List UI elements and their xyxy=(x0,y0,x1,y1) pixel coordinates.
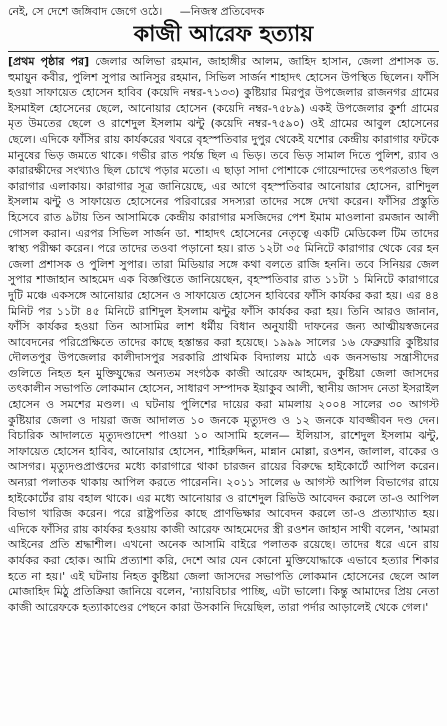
article-text: জেলার অলিভা রহমান, জাহাঙ্গীর আলম, জাহিদ হাসান, জেলা প্রশাসক ড. হুমায়ুন কবীর, পুলিশ সুপার আনিসুর রহমান, সিভিল সার্জন শাহাদৎ হোসেন উপস্থিত ছিলেন। ফাঁসি হওয়া সাফায়েত হোসেন হাবিব (কয়েদি নম্বর-৭১৩৩) কুষ্টিয়ার মিরপুর উপজেলার রাজনগর গ্রামের ইসমাইল হোসেনের ছেলে, আনোয়ার হোসেন (কয়েদি নম্বর-৭৫৮৯) একই উপজেলার কুর্শা গ্রামের মৃত উমতের ছেলে ও রাশেদুল ইসলাম ঝন্টু (কয়েদি নম্বর-৭৫৯০) ওই গ্রামের আবুল হোসেনের ছেলে। এদিকে ফাঁসির রায় কার্যকরের খবরে বৃহস্পতিবার দুপুর থেকেই যশোর কেন্দ্রীয় কারাগার ফটকে মানুষের ভিড় জমতে থাকে। গভীর রাত পর্যন্ত ছিল এ ভিড়। তবে ভিড় সামাল দিতে পুলিশ, র‌্যাব ও কারারক্ষীদের সংখ্যাও ছিল চোখে পড়ার মতো। এ ছাড়া সাদা পোশাকে গোয়েন্দাদের তৎপরতাও ছিল কারাগার এলাকায়। কারাগার সূত্র জানিয়েছে, এর আগে বৃহস্পতিবার আনোয়ার হোসেন, রাশিদুল ইসলাম ঝন্টু ও সাফায়েত হোসেনের পরিবারের সদস্যরা তাদের সঙ্গে দেখা করেন। ফাঁসির প্রস্তুতি হিসেবে রাত ৯টায় তিন আসামিকে কেন্দ্রীয় কারাগার মসজিদের পেশ ইমাম মাওলানা রমজান আলী গোসল করান। এরপর সিভিল সার্জন ডা. শাহাদৎ হোসেনের নেতৃত্বে একটি মেডিকেল টিম তাদের স্বাস্থ্য পরীক্ষা করেন। পরে তাদের তওবা পড়ানো হয়। রাত ১২টা ৩৫ মিনিটে কারাগার থেকে বের হন জেলা প্রশাসক ও পুলিশ সুপার। তারা মিডিয়ার সঙ্গে কথা বলতে রাজি হননি। তবে সিনিয়র জেল সুপার শাজাহান আহমেদ এক বিজ্ঞপ্তিতে জানিয়েছেন, বৃহস্পতিবার রাত ১১টা ১ মিনিটে কারাগারে দুটি মঞ্চে একসঙ্গে আনোয়ার হোসেন ও সাফায়েত হোসেন হাবিবের ফাঁসি কার্যকর করা হয়। এর ৪৪ মিনিট পর ১১টা ৪৫ মিনিটে রাশিদুল ইসলাম ঝন্টুর ফাঁসি কার্যকর করা হয়। তিনি আরও জানান, ফাঁসি কার্যকর হওয়া তিন আসামির লাশ ধর্মীয় বিধান অনুযায়ী দাফনের জন্য আত্মীয়স্বজনের আবেদনের পরিপ্রেক্ষিতে তাদের কাছে হস্তান্তর করা হয়েছে। ১৯৯৯ সালের ১৬ ফেব্রুয়ারি কুষ্টিয়ার দৌলতপুর উপজেলার কালীদাসপুর সরকারি প্রাথমিক বিদ্যালয় মাঠে এক জনসভায় সন্ত্রাসীদের গুলিতে নিহত হন মুক্তিযুদ্ধের অন্যতম সংগঠক কাজী আরেফ আহমেদ, কুষ্টিয়া জেলা জাসদের তৎকালীন সভাপতি লোকমান হোসেন, সাধারণ সম্পাদক ইয়াকুব আলী, স্থানীয় জাসদ নেতা ইসরাইল হোসেন ও সমশের মণ্ডল। এ ঘটনায় পুলিশের দায়ের করা মামলায় ২০০৪ সালের ৩০ আগস্ট কুষ্টিয়ার জেলা ও দায়রা জজ আদালত ১০ জনকে মৃত্যুদণ্ড ও ১২ জনকে যাবজ্জীবন দণ্ড দেন। বিচারিক আদালতে মৃত্যুদণ্ডাদেশ পাওয়া ১০ আসামি হলেন— ইলিয়াস, রাশেদুল ইসলাম ঝন্টু, সাফায়েত হোসেন হাবিব, আনোয়ার হোসেন, শাহিরুদ্দিন, মান্নান মোল্লা, রওশন, জালাল, বাকের ও আসগর। মৃত্যুদণ্ডপ্রাপ্তদের মধ্যে কারাগারে থাকা চারজন রায়ের বিরুদ্ধে হাইকোর্টে আপিল করেন। অন্যরা পলাতক থাকায় আপিল করতে পারেননি। ২০১১ সালের ৬ আগস্ট আপিল বিভাগের রায়ে হাইকোর্টের রায় বহাল থাকে। এর মধ্যে আনোয়ার ও রাশেদুল রিভিউ আবেদন করলে তা-ও আপিল বিভাগ খারিজ করেন। পরে রাষ্ট্রপতির কাছে প্রাণভিক্ষার আবেদন করলে তা-ও প্রত্যাখ্যাত হয়। এদিকে ফাঁসির রায় কার্যকর হওয়ায় কাজী আরেফ আহমেদের স্ত্রী রওশন জাহান সাথী বলেন, 'আমরা আইনের প্রতি শ্রদ্ধাশীল। এখনো অনেক আসামি বাইরে পলাতক রয়েছে। তাদের ধরে এনে রায় কার্যকর করা হোক। আমি প্রত্যাশা করি, দেশে আর যেন কোনো মুক্তিযোদ্ধাকে এভাবে হত্যার শিকার হতে না হয়।' এই ঘটনায় নিহত কুষ্টিয়া জেলা জাসদের সভাপতি লোকমান হোসেনের ছেলে আল মোজাহিদ মিঠু প্রতিক্রিয়া জানিয়ে বলেন, 'ন্যায়বিচার পাচ্ছি, এটা ভালো। কিন্তু আমাদের প্রিয় নেতা কাজী আরেফকে হত্যাকাণ্ডের পেছনে কারা উসকানি দিয়েছিল, তারা পর্দার আড়ালেই থেকে গেল।' xyxy=(8,55,439,614)
byline: —নিজস্ব প্রতিবেদক xyxy=(179,5,265,18)
previous-article-end: নেই, সে দেশে জঙ্গিবাদ জেগে ওঠে। xyxy=(8,5,163,18)
headline-divider xyxy=(8,51,439,52)
headline: কাজী আরেফ হত্যায় xyxy=(133,22,314,47)
article-body xyxy=(8,54,439,722)
continued-from-label: [প্রথম পৃষ্ঠার পর] xyxy=(8,55,96,68)
continued-line xyxy=(8,4,439,20)
